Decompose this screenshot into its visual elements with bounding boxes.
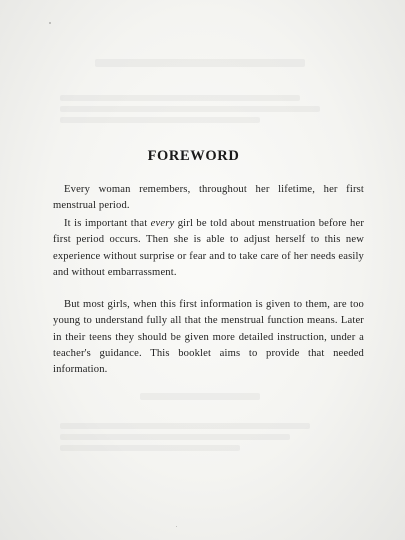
paragraph-2-emphasis: every [150,218,175,229]
paragraph-1-text: Every woman remembers, throughout her lifetime, her first menstrual period. [53,184,364,212]
paragraph-2-text-end: girl be told about menstruation before her first period occurs. Then she is able to adjust herself to this new experience without surprise or fear and to take care of her needs easily and without embarrassment. [53,218,365,278]
show-through-text-lower [60,418,365,454]
paragraph-2-text-start: It is important that [64,218,151,229]
paragraph-3 [53,297,364,378]
paragraph-2 [53,216,364,281]
paper-speck [176,526,177,527]
show-through-heading [95,54,365,72]
paper-speck [49,22,51,24]
paragraph-1 [53,182,364,215]
page-heading: FOREWORD [147,148,240,164]
show-through-text [60,90,365,134]
show-through-heading-lower [140,388,365,405]
paragraph-3-text: But most girls, when this first information is given to them, are too young to understand fully all that the menstrual function means. Later in their teens they should be given more detailed instruction, under a teacher's guidance. This booklet aims to provide that needed information. [53,299,364,376]
